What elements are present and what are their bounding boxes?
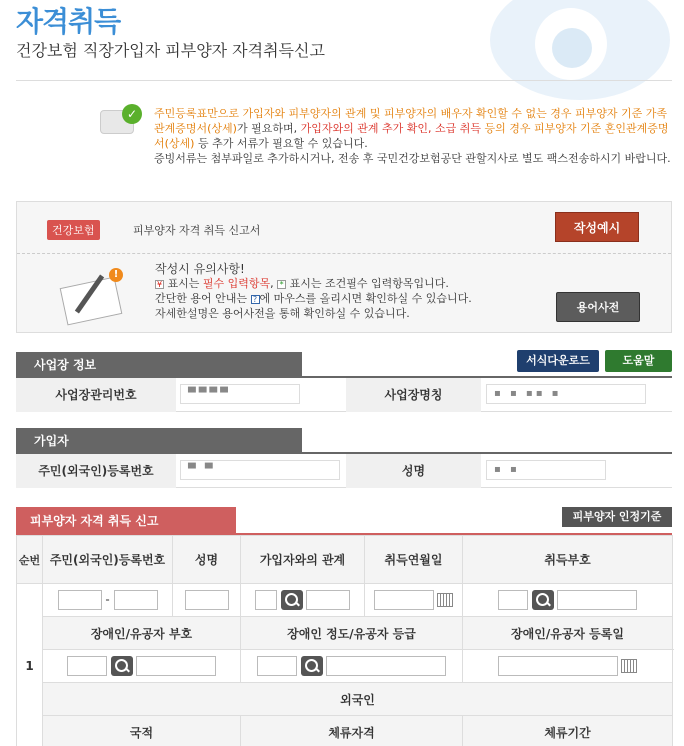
disabled-grade-cell: [241, 650, 463, 683]
workplace-row: [16, 378, 672, 412]
page-title: 자격취득: [16, 5, 121, 38]
form-info-box: [16, 201, 672, 333]
notice-seg: 등의 경우 피부양자 기준 혼인관계증명서(상세): [154, 122, 669, 150]
form-download-button[interactable]: 서식다운로드: [517, 350, 599, 372]
acq-code-cell: [463, 584, 673, 617]
caution-text: [155, 276, 472, 321]
name-input[interactable]: [185, 590, 229, 610]
dependent-criteria-button[interactable]: 피부양자 인정기준: [562, 507, 672, 527]
form-name: 피부양자 자격 취득 신고서: [133, 224, 261, 237]
relation-code-input[interactable]: [255, 590, 277, 610]
name-cell: [173, 584, 241, 617]
search-icon[interactable]: [301, 656, 323, 676]
acq-code-name-input[interactable]: [557, 590, 637, 610]
disabled-code-name-input[interactable]: [136, 656, 216, 676]
divider: [16, 80, 672, 81]
health-insurance-tag: 건강보험: [47, 220, 100, 240]
disabled-grade-input[interactable]: [257, 656, 297, 676]
subscriber-section-title: 가입자: [16, 428, 302, 454]
calendar-icon[interactable]: [621, 659, 637, 673]
caution-seg: 필수 입력항목: [202, 277, 271, 290]
col-disabled-date: 장애인/유공자 등록일: [463, 617, 673, 650]
chat-check-icon: ✓: [100, 104, 144, 140]
subscriber-id-value: ▀ ▀: [188, 464, 216, 475]
subscriber-id-label: 주민(외국인)등록번호: [16, 454, 176, 488]
caution-seg: 표시는 조건필수 입력항목입니다.: [289, 277, 449, 290]
col-disabled-grade: 장애인 정도/유공자 등급: [241, 617, 463, 650]
help-button[interactable]: 도움말: [605, 350, 672, 372]
memo-pen-icon: [57, 268, 131, 324]
search-icon[interactable]: [532, 590, 554, 610]
col-stay-period: 체류기간: [463, 716, 673, 746]
notice-seg: 가 필요하며,: [236, 122, 301, 135]
col-relation: 가입자와의 관계: [241, 536, 365, 584]
subscriber-row: [16, 454, 672, 488]
search-icon[interactable]: [111, 656, 133, 676]
disabled-date-cell: [463, 650, 673, 683]
notice-seg: 주민등록표만으로 가입자와 피부양자의 관계 및 피부양자의 배우자 확인할 수 없는 경우: [154, 107, 572, 120]
col-name: 성명: [173, 536, 241, 584]
subscriber-name-value: ▪ ▪: [494, 464, 520, 475]
id-front-input[interactable]: [58, 590, 102, 610]
notice-seg: 증빙서류는 첨부파일로 추가하시거나, 전송 후 국민건강보험공단 관할지사로 별도 팩스전송하시기 바랍니다.: [154, 152, 671, 165]
workplace-name-label: 사업장명칭: [346, 378, 481, 412]
page-subtitle: 건강보험 직장가입자 피부양자 자격취득신고: [16, 41, 325, 60]
disabled-date-input[interactable]: [498, 656, 618, 676]
acq-code-input[interactable]: [498, 590, 528, 610]
notice-text: [154, 106, 674, 166]
col-acq-date: 취득연월일: [365, 536, 463, 584]
required-mark-icon: ¥: [156, 279, 163, 289]
mgmt-no-value: ▀▀▀▀: [188, 388, 231, 399]
caution-seg: 자세한설명은 용어사전을 통해 확인하실 수 있습니다.: [155, 307, 410, 320]
caution-seg: 표시는: [167, 277, 203, 290]
col-id: 주민(외국인)등록번호: [43, 536, 173, 584]
id-back-input[interactable]: [114, 590, 158, 610]
registration-section-title: 피부양자 자격 취득 신고: [16, 507, 236, 535]
calendar-icon[interactable]: [437, 593, 453, 607]
notice-seg: 가입자와의 관계 추가 확인, 소급 취득: [300, 122, 481, 135]
caution-title: 작성시 유의사항!: [155, 262, 245, 276]
search-icon[interactable]: [281, 590, 303, 610]
relation-name-input[interactable]: [306, 590, 350, 610]
help-question-icon: ?: [251, 295, 260, 304]
disabled-grade-name-input[interactable]: [326, 656, 446, 676]
caution-seg: 에 마우스를 올리시면 확인하실 수 있습니다.: [259, 292, 472, 305]
form-header-row: [17, 202, 671, 254]
disabled-code-input[interactable]: [67, 656, 107, 676]
row-number: 1: [17, 584, 43, 746]
col-disabled-code: 장애인/유공자 부호: [43, 617, 241, 650]
glossary-button[interactable]: 용어사전: [556, 292, 640, 322]
caution-seg: ,: [270, 277, 278, 290]
example-button[interactable]: 작성예시: [555, 212, 639, 242]
col-seq: 순번: [17, 536, 43, 584]
workplace-section-title: 사업장 정보: [16, 352, 302, 378]
decorative-circle: [552, 28, 592, 68]
conditional-mark-icon: *: [277, 280, 286, 289]
col-acq-code: 취득부호: [463, 536, 673, 584]
acq-date-cell: [365, 584, 463, 617]
registration-table: [16, 535, 673, 746]
col-nationality: 국적: [43, 716, 241, 746]
foreigner-header: 외국인: [43, 683, 673, 716]
alert-badge-icon: !: [109, 268, 123, 282]
acq-date-input[interactable]: [374, 590, 434, 610]
disabled-code-cell: [43, 650, 241, 683]
caution-seg: 간단한 용어 안내는: [155, 292, 251, 305]
id-cell: [43, 584, 173, 617]
relation-cell: [241, 584, 365, 617]
notice-seg: 등 추가 서류가 필요할 수 있습니다.: [194, 137, 368, 150]
col-visa: 체류자격: [241, 716, 463, 746]
subscriber-name-label: 성명: [346, 454, 481, 488]
id-separator: -: [105, 592, 110, 607]
workplace-name-value: ▪ ▪ ▪▪ ▪: [494, 388, 562, 399]
mgmt-no-label: 사업장관리번호: [16, 378, 176, 412]
notice-seg: 피부양자 기준 가족관계증명서(상세): [154, 107, 668, 135]
